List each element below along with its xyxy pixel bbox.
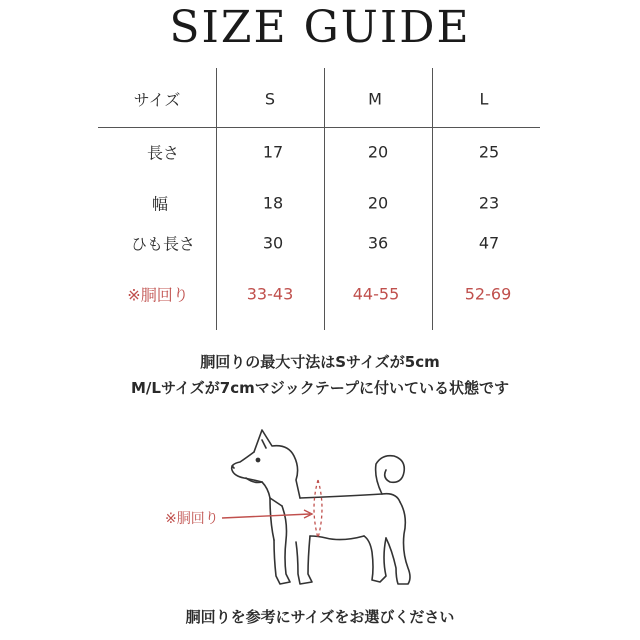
- strap-length-s: 30: [262, 233, 284, 253]
- row-label-girth: ※胴回り: [127, 285, 189, 305]
- width-m: 20: [367, 193, 389, 213]
- strap-length-l: 47: [478, 233, 500, 253]
- row-label-length: 長さ: [146, 143, 180, 163]
- column-divider-2: [324, 68, 325, 330]
- diagram-girth-label: ※胴回り: [165, 511, 219, 527]
- page-title: SIZE GUIDE: [169, 2, 471, 53]
- girth-s: 33-43: [246, 284, 294, 304]
- girth-l: 52-69: [464, 284, 512, 304]
- row-label-width: 幅: [151, 194, 169, 214]
- header-l: L: [479, 89, 489, 109]
- header-divider: [98, 127, 540, 128]
- girth-m: 44-55: [352, 284, 400, 304]
- column-divider-1: [216, 68, 217, 330]
- strap-length-m: 36: [367, 233, 389, 253]
- length-m: 20: [367, 142, 389, 162]
- width-s: 18: [262, 193, 284, 213]
- length-s: 17: [262, 142, 284, 162]
- width-l: 23: [478, 193, 500, 213]
- header-size: サイズ: [133, 90, 181, 110]
- footer-note: 胴回りを参考にサイズをお選びください: [185, 608, 455, 626]
- note-line-1: 胴回りの最大寸法はSサイズが5cm: [200, 353, 440, 371]
- note-line-2: M/Lサイズが7cmマジックテープに付いている状態です: [131, 379, 509, 397]
- column-divider-3: [432, 68, 433, 330]
- length-l: 25: [478, 142, 500, 162]
- header-s: S: [264, 89, 276, 109]
- row-label-strap-length: ひも長さ: [130, 234, 196, 254]
- header-m: M: [368, 89, 382, 109]
